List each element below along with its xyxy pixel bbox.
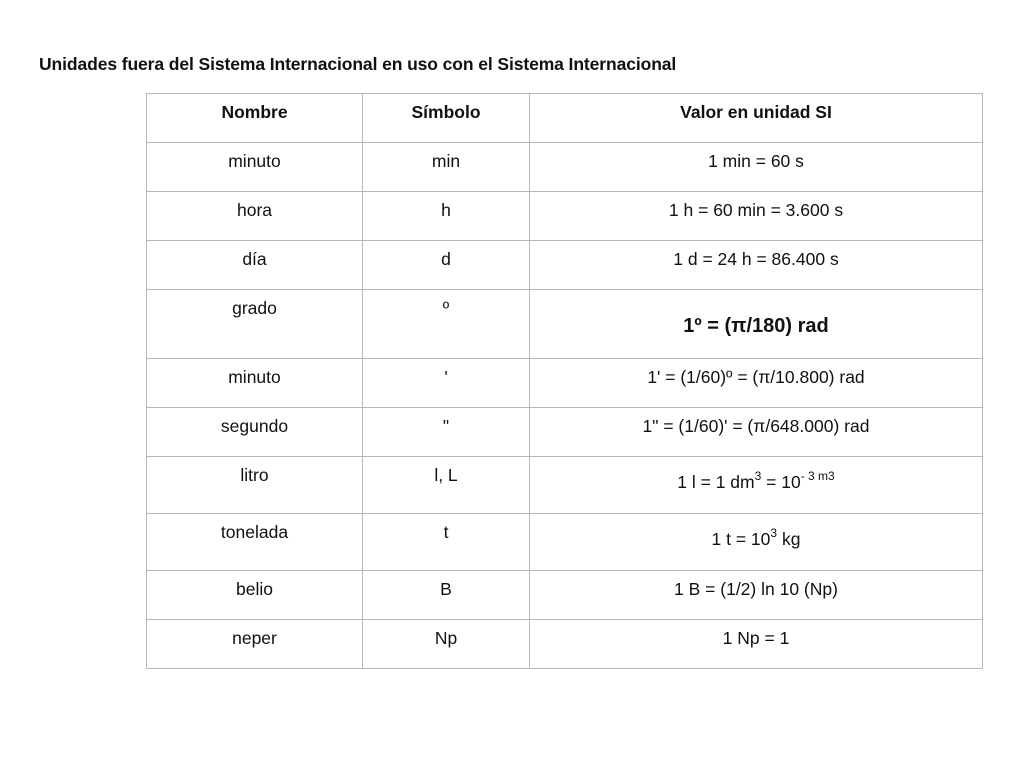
unit-value: 1 B = (1/2) ln 10 (Np) [530, 571, 983, 620]
table-row [147, 359, 983, 408]
table-header-row [147, 94, 983, 143]
unit-value: 1 Np = 1 [530, 620, 983, 669]
table-row [147, 408, 983, 457]
unit-symbol: º [363, 290, 530, 359]
unit-symbol: " [363, 408, 530, 457]
unit-name: segundo [147, 408, 363, 457]
unit-value: 1 min = 60 s [530, 143, 983, 192]
header-value: Valor en unidad SI [530, 94, 983, 143]
unit-name: litro [147, 457, 363, 514]
unit-symbol: t [363, 514, 530, 571]
unit-value: 1 h = 60 min = 3.600 s [530, 192, 983, 241]
unit-symbol: l, L [363, 457, 530, 514]
header-symbol: Símbolo [363, 94, 530, 143]
unit-value: 1' = (1/60)º = (π/10.800) rad [530, 359, 983, 408]
header-name: Nombre [147, 94, 363, 143]
unit-value: 1º = (π/180) rad [530, 290, 983, 359]
unit-name: minuto [147, 143, 363, 192]
unit-name: grado [147, 290, 363, 359]
unit-symbol: B [363, 571, 530, 620]
unit-symbol: Np [363, 620, 530, 669]
unit-symbol: h [363, 192, 530, 241]
unit-symbol: d [363, 241, 530, 290]
unit-value: 1" = (1/60)' = (π/648.000) rad [530, 408, 983, 457]
table-row [147, 571, 983, 620]
table-row [147, 143, 983, 192]
unit-name: día [147, 241, 363, 290]
unit-symbol: ' [363, 359, 530, 408]
table-row [147, 514, 983, 571]
unit-name: minuto [147, 359, 363, 408]
table-row [147, 290, 983, 359]
page-title: Unidades fuera del Sistema Internacional en uso con el Sistema Internacional [39, 54, 677, 74]
table-row [147, 192, 983, 241]
unit-symbol: min [363, 143, 530, 192]
units-table [146, 93, 983, 669]
unit-value: 1 $t = 10^3$ kg [530, 514, 983, 571]
unit-name: neper [147, 620, 363, 669]
table-row [147, 241, 983, 290]
unit-value: 1 d = 24 h = 86.400 s [530, 241, 983, 290]
table-row [147, 620, 983, 669]
table-row [147, 457, 983, 514]
unit-value: 1 l = 1 $dm^3 = 10^{- 3 m3}$ [530, 457, 983, 514]
unit-name: tonelada [147, 514, 363, 571]
unit-name: hora [147, 192, 363, 241]
unit-name: belio [147, 571, 363, 620]
